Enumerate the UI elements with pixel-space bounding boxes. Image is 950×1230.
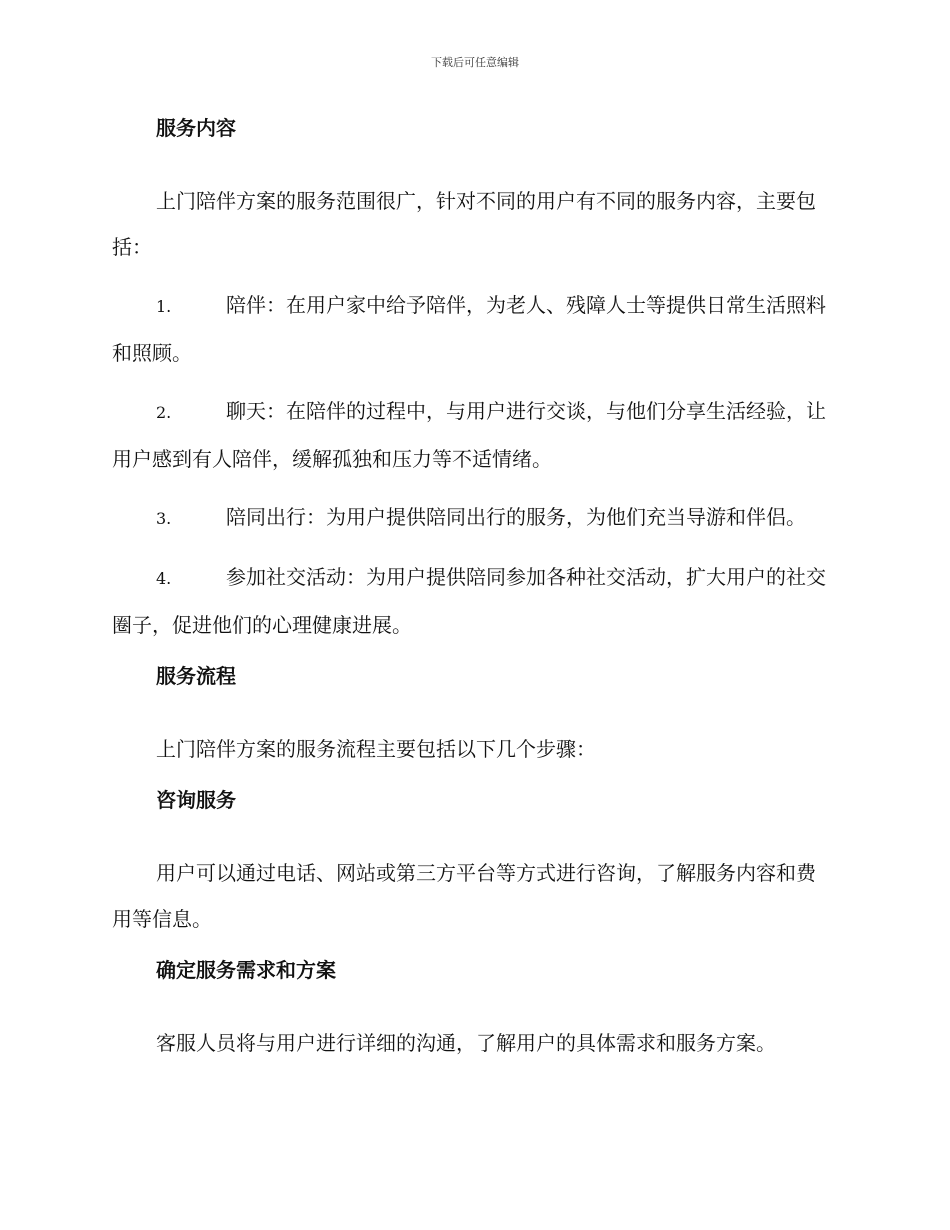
heading-consult: 咨询服务 <box>156 788 236 812</box>
page-header: 下载后可任意编辑 <box>431 56 519 69</box>
list-item <box>112 388 832 482</box>
heading-service-content: 服务内容 <box>156 116 236 140</box>
list-item-text: 陪伴：在用户家中给予陪伴，为老人、残障人士等提供日常生活照料和照顾。 <box>112 293 826 365</box>
list-item-number: 2. <box>156 403 172 422</box>
paragraph-confirm: 客服人员将与用户进行详细的沟通，了解用户的具体需求和服务方案。 <box>156 1031 776 1055</box>
list-item-number: 4. <box>156 569 172 588</box>
paragraph-service-content-intro: 上门陪伴方案的服务范围很广，针对不同的用户有不同的服务内容，主要包括： <box>112 189 816 259</box>
heading-confirm: 确定服务需求和方案 <box>156 958 336 982</box>
list-item-number: 1. <box>156 297 172 316</box>
list-item-number: 3. <box>156 509 172 528</box>
list-item-text: 参加社交活动：为用户提供陪同参加各种社交活动，扩大用户的社交圈子，促进他们的心理健康进展。 <box>112 565 826 637</box>
list-item-text: 陪同出行：为用户提供陪同出行的服务，为他们充当导游和伴侣。 <box>226 505 806 529</box>
heading-service-process: 服务流程 <box>156 664 236 688</box>
list-item-text: 聊天：在陪伴的过程中，与用户进行交谈，与他们分享生活经验，让用户感到有人陪伴，缓解孤独和压力等不适情绪。 <box>112 399 826 471</box>
list-item <box>112 494 832 542</box>
list-item <box>112 282 832 376</box>
list-item <box>112 554 832 648</box>
paragraph-service-process-intro: 上门陪伴方案的服务流程主要包括以下几个步骤： <box>156 737 596 761</box>
paragraph-consult: 用户可以通过电话、网站或第三方平台等方式进行咨询，了解服务内容和费用等信息。 <box>112 861 816 931</box>
document-body <box>112 112 832 1078</box>
